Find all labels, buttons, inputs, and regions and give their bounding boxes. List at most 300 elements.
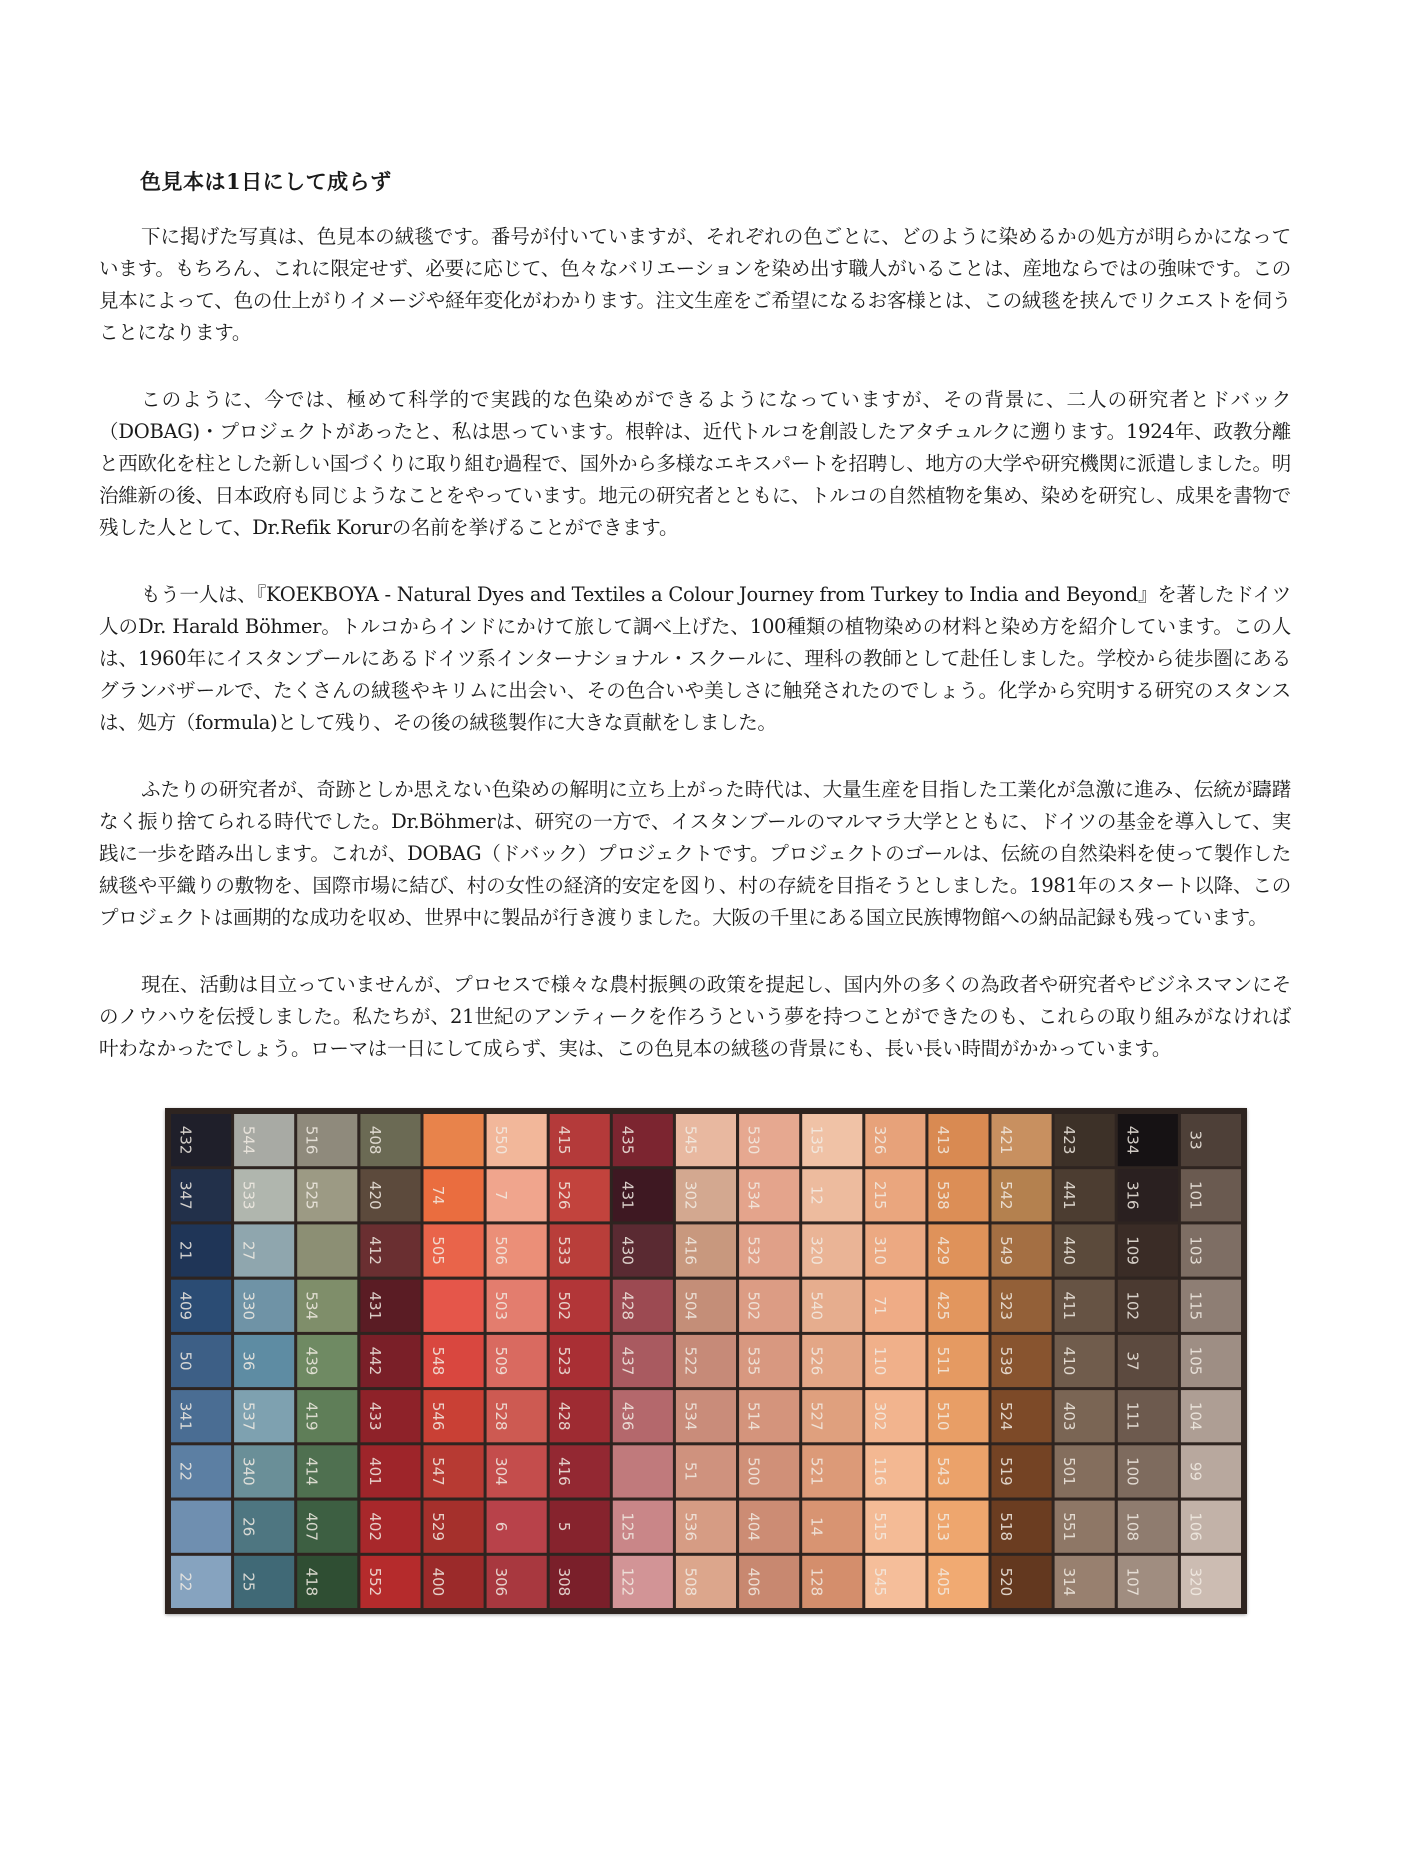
swatch-number: 529 <box>429 1512 447 1542</box>
swatch-cell <box>234 1280 294 1332</box>
swatch-number: 544 <box>239 1125 258 1155</box>
swatch-number: 548 <box>429 1346 447 1376</box>
swatch-cell <box>676 1114 736 1166</box>
swatch-number: 320 <box>1186 1567 1205 1597</box>
swatch-number: 545 <box>681 1125 700 1155</box>
swatch-cell <box>360 1114 420 1166</box>
swatch-number: 306 <box>492 1567 511 1597</box>
swatch-cell <box>171 1445 231 1497</box>
swatch-number: 519 <box>997 1457 1015 1486</box>
swatch-number: 550 <box>492 1125 511 1155</box>
swatch-cell <box>1181 1390 1241 1442</box>
swatch-number: 428 <box>618 1291 637 1321</box>
swatch-cell <box>1181 1224 1241 1276</box>
swatch-cell <box>865 1501 925 1553</box>
swatch-cell <box>613 1169 673 1221</box>
swatch-cell <box>1055 1556 1115 1608</box>
swatch-number: 428 <box>555 1401 574 1431</box>
paragraph-4: ふたりの研究者が、奇跡としか思えない色染めの解明に立ち上がった時代は、大量生産を目指した工業化が急激に進み、伝統が躊躇なく振り捨てられる時代でした。Dr.Böhmerは、研究の一方で、イスタンブールのマルマラ大学とともに、ドイツの基金を導入して、実践に一歩を踏み出します。これが、DOBAG（ドバック）プロジェクトです。プロジェクトのゴールは、伝統の自然染料を使って製作した絨毯や平織りの敷物を、国際市場に結び、村の女性の経済的安定を図り、村の存続を目指そうとしました。1981年のスタート以降、このプロジェクトは画期的な成功を収め、世界中に製品が行き渡りました。大阪の千里にある国立民族博物館への納品記録も残っています。 <box>99 778 1291 929</box>
swatch-number: 538 <box>933 1180 952 1210</box>
swatch-number: 128 <box>807 1567 826 1597</box>
swatch-cell <box>487 1169 547 1221</box>
swatch-number: 406 <box>744 1567 763 1597</box>
swatch-number: 408 <box>365 1125 384 1155</box>
swatch-cell <box>424 1445 484 1497</box>
swatch-cell <box>487 1556 547 1608</box>
swatch-cell <box>1055 1390 1115 1442</box>
swatch-color <box>297 1224 357 1276</box>
swatch-cell <box>613 1335 673 1387</box>
swatch-number: 433 <box>365 1401 384 1431</box>
swatch-number: 316 <box>1123 1180 1142 1210</box>
swatch-number: 122 <box>618 1567 637 1597</box>
swatch-cell <box>487 1114 547 1166</box>
swatch-cell <box>487 1335 547 1387</box>
swatch-number: 341 <box>176 1401 195 1431</box>
swatch-cell <box>550 1114 610 1166</box>
swatch-number: 532 <box>744 1236 763 1265</box>
swatch-cell <box>550 1224 610 1276</box>
swatch-cell <box>676 1224 736 1276</box>
swatch-number: 526 <box>807 1346 826 1376</box>
swatch-number: 526 <box>555 1180 574 1210</box>
swatch-number: 323 <box>997 1291 1015 1321</box>
swatch-cell <box>1118 1501 1178 1553</box>
swatch-number: 533 <box>239 1180 258 1210</box>
swatch-number: 501 <box>1060 1457 1079 1486</box>
swatch-cell <box>424 1556 484 1608</box>
swatch-number: 502 <box>744 1291 763 1321</box>
swatch-cell <box>297 1501 357 1553</box>
swatch-cell <box>1055 1501 1115 1553</box>
swatch-number: 99 <box>1186 1461 1205 1481</box>
swatch-cell <box>802 1335 862 1387</box>
swatch-cell <box>865 1445 925 1497</box>
swatch-cell <box>424 1390 484 1442</box>
swatch-number: 528 <box>492 1401 511 1431</box>
swatch-cell <box>360 1445 420 1497</box>
swatch-number: 320 <box>807 1236 826 1265</box>
swatch-number: 549 <box>997 1236 1015 1265</box>
swatch-number: 413 <box>933 1125 952 1155</box>
swatch-number: 50 <box>176 1351 195 1371</box>
swatch-number: 425 <box>933 1291 952 1321</box>
swatch-cell <box>739 1169 799 1221</box>
swatch-number: 402 <box>365 1512 384 1542</box>
swatch-number: 314 <box>1060 1567 1079 1597</box>
swatch-number: 416 <box>555 1457 574 1486</box>
swatch-cell <box>1055 1169 1115 1221</box>
swatch-cell <box>297 1169 357 1221</box>
swatch-number: 407 <box>302 1512 321 1542</box>
page-title: 色見本は1日にして成らず <box>140 169 392 194</box>
swatch-cell <box>928 1114 988 1166</box>
swatch-cell <box>487 1390 547 1442</box>
swatch-number: 108 <box>1123 1512 1142 1542</box>
swatch-number: 111 <box>1123 1401 1142 1431</box>
swatch-cell <box>360 1501 420 1553</box>
swatch-cell <box>1118 1445 1178 1497</box>
swatch-cell <box>613 1390 673 1442</box>
swatch-number: 523 <box>555 1346 574 1376</box>
swatch-number: 330 <box>239 1291 258 1321</box>
swatch-cell <box>1181 1169 1241 1221</box>
swatch-number: 116 <box>870 1457 889 1486</box>
swatch-cell <box>1181 1501 1241 1553</box>
swatch-number: 302 <box>870 1401 889 1431</box>
swatch-number: 511 <box>933 1346 952 1376</box>
swatch-number: 101 <box>1186 1180 1205 1210</box>
swatch-cell <box>424 1169 484 1221</box>
swatch-number: 534 <box>744 1180 763 1210</box>
swatch-cell <box>360 1556 420 1608</box>
swatch-cell <box>802 1224 862 1276</box>
swatch-cell <box>1181 1556 1241 1608</box>
swatch-cell <box>739 1501 799 1553</box>
body-text <box>99 221 1291 1100</box>
swatch-number: 304 <box>492 1457 511 1486</box>
swatch-cell <box>487 1280 547 1332</box>
swatch-number: 543 <box>933 1457 952 1486</box>
swatch-cell <box>802 1556 862 1608</box>
swatch-number: 414 <box>302 1457 321 1486</box>
swatch-number: 415 <box>555 1125 574 1155</box>
swatch-cell <box>1118 1224 1178 1276</box>
swatch-cell <box>234 1445 294 1497</box>
swatch-number: 534 <box>302 1291 321 1321</box>
swatch-number: 106 <box>1186 1512 1205 1542</box>
swatch-cell <box>928 1169 988 1221</box>
swatch-cell <box>1181 1445 1241 1497</box>
swatch-number: 520 <box>997 1567 1015 1597</box>
color-sample-rug-photo <box>165 1108 1247 1614</box>
swatch-number: 509 <box>492 1346 511 1376</box>
swatch-cell <box>171 1501 231 1553</box>
swatch-cell <box>613 1501 673 1553</box>
swatch-number: 513 <box>933 1512 952 1542</box>
swatch-number: 441 <box>1060 1180 1079 1210</box>
swatch-cell <box>1118 1556 1178 1608</box>
swatch-cell <box>865 1280 925 1332</box>
paragraph-1: 下に掲げた写真は、色見本の絨毯です。番号が付いていますが、それぞれの色ごとに、どのように染めるかの処方が明らかになっています。もちろん、これに限定せず、必要に応じて、色々なバリエーションを染め出す職人がいることは、産地ならではの強味です。この見本によって、色の仕上がりイメージや経年変化がわかります。注文生産をご希望になるお客様とは、この絨毯を挟んでリクエストを伺うことになります。 <box>99 225 1291 344</box>
swatch-number: 437 <box>618 1346 637 1376</box>
swatch-cell <box>739 1390 799 1442</box>
swatch-number: 51 <box>681 1461 700 1481</box>
swatch-number: 500 <box>744 1457 763 1486</box>
swatch-number: 503 <box>492 1291 511 1321</box>
swatch-number: 421 <box>997 1125 1015 1155</box>
swatch-cell <box>676 1556 736 1608</box>
swatch-number: 102 <box>1123 1291 1142 1321</box>
swatch-number: 502 <box>555 1291 574 1321</box>
swatch-cell <box>424 1335 484 1387</box>
swatch-number: 439 <box>302 1346 321 1376</box>
swatch-cell <box>234 1169 294 1221</box>
swatch-cell <box>1118 1390 1178 1442</box>
swatch-number: 7 <box>492 1190 511 1201</box>
swatch-cell <box>297 1335 357 1387</box>
swatch-number: 107 <box>1123 1567 1142 1597</box>
swatch-number: 110 <box>870 1346 889 1376</box>
swatch-number: 115 <box>1186 1291 1205 1321</box>
swatch-number: 71 <box>870 1296 889 1316</box>
swatch-number: 12 <box>807 1185 826 1205</box>
swatch-number: 546 <box>429 1401 447 1431</box>
swatch-number: 418 <box>302 1567 321 1597</box>
swatch-number: 308 <box>555 1567 574 1597</box>
swatch-cell <box>171 1224 231 1276</box>
swatch-cell <box>802 1501 862 1553</box>
swatch-cell <box>171 1114 231 1166</box>
swatch-cell <box>865 1169 925 1221</box>
swatch-number: 514 <box>744 1401 763 1431</box>
swatch-cell <box>802 1114 862 1166</box>
swatch-number: 521 <box>807 1457 826 1486</box>
swatch-number: 539 <box>997 1346 1015 1376</box>
swatch-cell <box>676 1390 736 1442</box>
swatch-cell <box>676 1280 736 1332</box>
swatch-cell <box>928 1390 988 1442</box>
swatch-number: 506 <box>492 1236 511 1265</box>
swatch-cell <box>928 1280 988 1332</box>
swatch-cell <box>360 1169 420 1221</box>
swatch-color <box>424 1280 484 1332</box>
swatch-number: 21 <box>176 1241 195 1261</box>
swatch-cell <box>992 1224 1052 1276</box>
swatch-number: 429 <box>933 1236 952 1265</box>
swatch-cell <box>928 1335 988 1387</box>
swatch-cell <box>297 1224 357 1276</box>
swatch-number: 22 <box>176 1572 195 1592</box>
swatch-number: 104 <box>1186 1401 1205 1431</box>
swatch-number: 419 <box>302 1401 321 1431</box>
swatch-number: 326 <box>870 1125 889 1155</box>
swatch-number: 412 <box>365 1236 384 1265</box>
swatch-number: 536 <box>681 1512 700 1542</box>
swatch-number: 431 <box>365 1291 384 1321</box>
swatch-cell <box>297 1556 357 1608</box>
swatch-number: 215 <box>870 1180 889 1210</box>
swatch-cell <box>550 1445 610 1497</box>
swatch-cell <box>1055 1445 1115 1497</box>
swatch-cell <box>802 1280 862 1332</box>
swatch-cell <box>739 1280 799 1332</box>
swatch-number: 410 <box>1060 1346 1079 1376</box>
swatch-cell <box>297 1445 357 1497</box>
swatch-number: 527 <box>807 1401 826 1431</box>
swatch-number: 25 <box>239 1572 258 1592</box>
swatch-cell <box>865 1556 925 1608</box>
swatch-cell <box>1118 1335 1178 1387</box>
swatch-cell <box>676 1445 736 1497</box>
swatch-number: 551 <box>1060 1512 1079 1542</box>
swatch-number: 522 <box>681 1346 700 1376</box>
swatch-number: 436 <box>618 1401 637 1431</box>
swatch-cell <box>234 1390 294 1442</box>
paragraph-3: もう一人は、『KOEKBOYA - Natural Dyes and Textiles a Colour Journey from Turkey to India and Beyond』を著したドイツ人のDr. Harald Böhmer。トルコからインドにかけて旅して調べ上げた、100種類の植物染めの材料と染め方を紹介しています。この人は、1960年にイスタンブールにあるドイツ系インターナショナル・スクールに、理科の教師として赴任しました。学校から徒歩圏にあるグランバザールで、たくさんの絨毯やキリムに出会い、その色合いや美しさに触発されたのでしょう。化学から究明する研究のスタンスは、処方（formula)として残り、その後の絨毯製作に大きな貢献をしました。 <box>99 583 1291 734</box>
swatch-cell <box>928 1501 988 1553</box>
swatch-cell <box>865 1390 925 1442</box>
swatch-cell <box>802 1445 862 1497</box>
swatch-number: 14 <box>807 1517 826 1537</box>
swatch-number: 510 <box>933 1401 952 1431</box>
swatch-number: 6 <box>492 1521 511 1532</box>
swatch-cell <box>550 1390 610 1442</box>
swatch-number: 5 <box>555 1521 574 1532</box>
swatch-cell <box>297 1280 357 1332</box>
swatch-cell <box>992 1390 1052 1442</box>
swatch-cell <box>739 1445 799 1497</box>
swatch-cell <box>550 1280 610 1332</box>
swatch-cell <box>171 1169 231 1221</box>
swatch-cell <box>676 1501 736 1553</box>
paragraph-2: このように、今では、極めて科学的で実践的な色染めができるようになっていますが、その背景に、二人の研究者とドバック（DOBAG)・プロジェクトがあったと、私は思っています。根幹は、近代トルコを創設したアタチュルクに遡ります。1924年、政教分離と西欧化を柱とした新しい国づくりに取り組む過程で、国外から多様なエキスパートを招聘し、地方の大学や研究機関に派遣しました。明治維新の後、日本政府も同じようなことをやっています。地元の研究者とともに、トルコの自然植物を集め、染めを研究し、成果を書物で残した人として、Dr.Refik Korurの名前を挙げることができます。 <box>99 388 1291 539</box>
swatch-cell <box>550 1169 610 1221</box>
swatch-color <box>424 1114 484 1166</box>
swatch-cell <box>1118 1114 1178 1166</box>
swatch-number: 515 <box>870 1512 889 1542</box>
swatch-number: 302 <box>681 1180 700 1210</box>
swatch-cell <box>360 1280 420 1332</box>
rug-grid <box>165 1108 1247 1614</box>
swatch-cell <box>360 1390 420 1442</box>
swatch-number: 401 <box>365 1457 384 1486</box>
swatch-number: 525 <box>302 1180 321 1210</box>
swatch-cell <box>992 1280 1052 1332</box>
swatch-cell <box>992 1445 1052 1497</box>
swatch-cell <box>550 1335 610 1387</box>
swatch-cell <box>928 1556 988 1608</box>
swatch-cell <box>424 1501 484 1553</box>
swatch-cell <box>739 1335 799 1387</box>
swatch-cell <box>1055 1224 1115 1276</box>
swatch-cell <box>992 1169 1052 1221</box>
swatch-cell <box>992 1335 1052 1387</box>
swatch-cell <box>1181 1335 1241 1387</box>
swatch-number: 411 <box>1060 1291 1079 1321</box>
swatch-cell <box>1118 1169 1178 1221</box>
swatch-cell <box>171 1280 231 1332</box>
swatch-number: 105 <box>1186 1346 1205 1376</box>
swatch-number: 508 <box>681 1567 700 1597</box>
swatch-number: 26 <box>239 1517 258 1537</box>
swatch-number: 340 <box>239 1457 258 1486</box>
swatch-cell <box>739 1114 799 1166</box>
swatch-cell <box>234 1501 294 1553</box>
paragraph-5: 現在、活動は目立っていませんが、プロセスで様々な農村振興の政策を提起し、国内外の多くの為政者や研究者やビジネスマンにそのノウハウを伝授しました。私たちが、21世紀のアンティークを作ろうという夢を持つことができたのも、これらの取り組みがなければ叶わなかったでしょう。ローマは一日にして成らず、実は、この色見本の絨毯の背景にも、長い長い時間がかかっています。 <box>99 973 1291 1060</box>
swatch-cell <box>802 1390 862 1442</box>
swatch-cell <box>550 1501 610 1553</box>
swatch-cell <box>424 1114 484 1166</box>
swatch-number: 518 <box>997 1512 1015 1542</box>
swatch-cell <box>297 1390 357 1442</box>
swatch-cell <box>424 1224 484 1276</box>
swatch-number: 533 <box>555 1236 574 1265</box>
swatch-cell <box>487 1445 547 1497</box>
swatch-cell <box>234 1224 294 1276</box>
swatch-cell <box>928 1445 988 1497</box>
swatch-cell <box>676 1335 736 1387</box>
swatch-cell <box>234 1556 294 1608</box>
swatch-cell <box>550 1556 610 1608</box>
swatch-cell <box>802 1169 862 1221</box>
swatch-number: 27 <box>239 1241 258 1261</box>
swatch-number: 36 <box>239 1351 258 1371</box>
swatch-cell <box>739 1556 799 1608</box>
swatch-number: 435 <box>618 1125 637 1155</box>
swatch-cell <box>865 1114 925 1166</box>
swatch-number: 504 <box>681 1291 700 1321</box>
swatch-cell <box>613 1114 673 1166</box>
swatch-number: 516 <box>302 1125 321 1155</box>
swatch-number: 100 <box>1123 1457 1142 1486</box>
swatch-number: 540 <box>807 1291 826 1321</box>
swatch-cell <box>171 1390 231 1442</box>
swatch-cell <box>739 1224 799 1276</box>
swatch-cell <box>1055 1280 1115 1332</box>
swatch-cell <box>297 1114 357 1166</box>
swatch-number: 405 <box>933 1567 952 1597</box>
swatch-number: 125 <box>618 1512 637 1542</box>
swatch-cell <box>613 1445 673 1497</box>
swatch-number: 547 <box>429 1457 447 1486</box>
swatch-number: 434 <box>1123 1125 1142 1155</box>
swatch-number: 440 <box>1060 1236 1079 1265</box>
swatch-color <box>171 1501 231 1553</box>
swatch-number: 530 <box>744 1125 763 1155</box>
swatch-number: 535 <box>744 1346 763 1376</box>
swatch-cell <box>1055 1335 1115 1387</box>
swatch-number: 430 <box>618 1236 637 1265</box>
swatch-number: 542 <box>997 1180 1015 1210</box>
swatch-cell <box>992 1114 1052 1166</box>
swatch-cell <box>992 1501 1052 1553</box>
swatch-cell <box>424 1280 484 1332</box>
swatch-cell <box>613 1224 673 1276</box>
swatch-number: 442 <box>365 1346 384 1376</box>
swatch-cell <box>171 1556 231 1608</box>
swatch-number: 135 <box>807 1125 826 1155</box>
swatch-cell <box>1181 1280 1241 1332</box>
swatch-number: 33 <box>1186 1130 1205 1150</box>
swatch-cell <box>1118 1280 1178 1332</box>
swatch-cell <box>360 1335 420 1387</box>
swatch-number: 416 <box>681 1236 700 1265</box>
swatch-cell <box>487 1224 547 1276</box>
swatch-number: 347 <box>176 1180 195 1210</box>
swatch-cell <box>676 1169 736 1221</box>
swatch-cell <box>865 1224 925 1276</box>
swatch-number: 423 <box>1060 1125 1079 1155</box>
swatch-cell <box>992 1556 1052 1608</box>
swatch-cell <box>613 1280 673 1332</box>
swatch-number: 545 <box>870 1567 889 1597</box>
swatch-number: 432 <box>176 1125 195 1155</box>
swatch-cell <box>928 1224 988 1276</box>
swatch-number: 74 <box>429 1185 447 1205</box>
swatch-cell <box>234 1335 294 1387</box>
swatch-cell <box>1055 1114 1115 1166</box>
swatch-number: 409 <box>176 1291 195 1321</box>
swatch-number: 552 <box>365 1567 384 1597</box>
swatch-number: 403 <box>1060 1401 1079 1431</box>
swatch-number: 400 <box>429 1567 447 1597</box>
swatch-number: 22 <box>176 1461 195 1481</box>
swatch-cell <box>234 1114 294 1166</box>
swatch-number: 310 <box>870 1236 889 1265</box>
swatch-number: 534 <box>681 1401 700 1431</box>
swatch-number: 537 <box>239 1401 258 1431</box>
